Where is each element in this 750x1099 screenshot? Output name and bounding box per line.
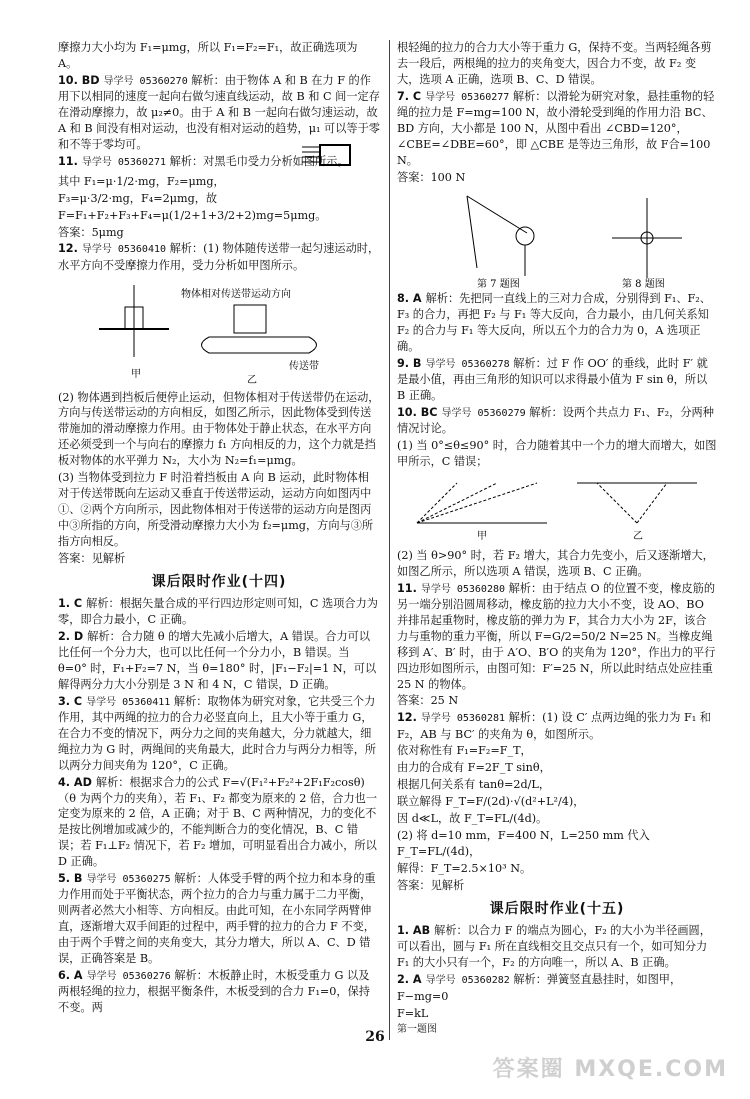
equation-line: F=F₁+F₂+F₃+F₄=μ(1/2+1+3/2+2)mg=5μmg。: [58, 208, 327, 222]
answer-number: 11.: [397, 581, 417, 595]
answer-number: 9. B: [397, 357, 422, 371]
answer-text: 解析：以合力 F 的端点为圆心，F₂ 的大小为半径画圆，可以看出，圆与 F₁ 所在直线相交且交点只有一个，如可知分力 F₁ 的大小只有一个，F₂ 的方向唯一，所以 A、B 正确。: [397, 924, 711, 970]
answer-text: 解析：根据求合力的公式 F=√(F₁²+F₂²+2F₁F₂cosθ)（θ 为两个力的夹角），若 F₁、F₂ 都变为原来的 2 倍，合力也一定变为原来的 2 倍，A 正确；对于 B、C 两种情况，力的变化不是按比例增加或减少的，不能判断合力的变化情况，B、C 错误；若 F₁⊥F₂ 情况下，若 F₂ 增加，可明显看出合力减小，所以 D 正确。: [58, 775, 378, 869]
guide-code: 导学号 05360282: [425, 975, 510, 987]
answer-text: 解析：(1) 设 C′ 点两边绳的张力为 F₁ 和 F₂，AB 与 BC′ 的夹角为 θ，如图所示。: [397, 711, 711, 741]
caption-8: 第 8 题图: [622, 279, 665, 289]
answer-11: [58, 154, 380, 170]
answer-number: 2. A: [397, 973, 422, 987]
answer-8: [397, 291, 717, 355]
column-divider: [389, 40, 390, 1040]
answer-number: 1. C: [58, 597, 83, 611]
answer-number: 12.: [58, 242, 78, 256]
label-yi: 乙: [633, 530, 643, 542]
answer-4: [58, 775, 380, 870]
equation-line: 其中 F₁=μ·1/2·mg，F₂=μmg，: [58, 174, 225, 188]
answer-line: 答案：见解析: [58, 551, 126, 565]
guide-code: 导学号 05360277: [425, 91, 510, 103]
answer-number: 10. BD: [58, 73, 100, 87]
answer-text: 解析：先把同一直线上的三对力合成，分别得到 F₁、F₂、F₃ 的合力，再把 F₂ 与 F₁ 等大反向，合力最小，由几何关系知 F₂ 的合力与 F₁ 等大反向，所以五个力的合力为 0，A 选项正确。: [397, 292, 711, 354]
paragraph: 摩擦力大小均为 F₁=μmg，所以 F₁=F₂=F₁，故正确选项为 A。: [58, 41, 358, 70]
guide-code: 导学号 05360276: [86, 970, 171, 982]
answer-1: [397, 923, 717, 971]
answer-text: 解析：对黑毛巾受力分析如图所示。: [169, 154, 349, 168]
guide-code: 导学号 05360275: [86, 874, 171, 886]
answer-6: [58, 968, 380, 1016]
equation-line: (2) 将 d=10 mm，F=400 N，L=250 mm 代入 F_T=FL/(4d)，: [397, 828, 650, 858]
equation-line: F=kL: [397, 1007, 429, 1021]
answer-number: 6. A: [58, 968, 83, 982]
answer-number: 5. B: [58, 872, 83, 886]
equation-line: 根据几何关系有 tanθ=2d/L，: [397, 778, 551, 792]
section-title-15: 课后限时作业(十五): [489, 900, 625, 917]
answer-text: 解析：设两个共点力 F₁、F₂，分两种情况讨论。: [397, 406, 714, 436]
answer-number: 12.: [397, 711, 417, 725]
answer-text: 解析：由于结点 O 的位置不变，橡皮筋的另一端分别沿圆周移动，橡皮筋的拉力大小不变，设 AO、BO 并排吊起重物时，橡皮筋的弹力为 F，其合力大小为 2F，该合力与重物的重力平衡，所以 F=G/2=50/2 N=25 N。当橡皮绳移到 A′、B′ 时，由于 A′O、B′O 的夹角为 120°，作出力的平行四边形如图所示，由图可知：F′=25 N，所以此时结点处应挂重 25 N 的物体。: [397, 581, 716, 691]
answer-7: [397, 89, 717, 169]
equation-line: 依对称性有 F₁=F₂=F_T，: [397, 744, 532, 758]
guide-code: 导学号 05360411: [86, 696, 171, 708]
caption-fig1: 第一题图: [397, 1024, 437, 1036]
guide-code: 导学号 05360280: [420, 583, 506, 595]
answer-line: 答案：5μmg: [58, 225, 124, 239]
right-column: [397, 40, 717, 1038]
label-jia: 甲: [131, 368, 141, 380]
answer-text: 解析：取物体为研究对象，它共受三个力作用，其中两绳的拉力的合力必竖直向上，且大小等于重力 G，在合力不变的情况下，两分力之间的夹角越大，分力就越大，细绳拉力为 G 时，两绳间的夹角最大，此时合力与两分力相等，所以两分力间夹角为 120°，C 正确。: [58, 694, 377, 772]
equation-line: F−mg=0: [397, 990, 449, 1004]
caption-7: 第 7 题图: [477, 279, 520, 289]
equation-line: F₃=μ·3/2·mg，F₄=2μmg，故: [58, 191, 218, 205]
guide-code: 导学号 05360278: [425, 359, 510, 371]
guide-code: 导学号 05360279: [441, 408, 526, 420]
guide-code: 导学号 05360281: [420, 713, 506, 725]
answer-text: 解析：弹簧竖直悬挂时，如图甲，: [513, 973, 682, 987]
answer-number: 8. A: [397, 292, 422, 306]
answer-text: 解析：由于物体 A 和 B 在力 F 的作用下以相同的速度一起向右做匀速直线运动，故 B 和 C 间一定存在滑动摩擦力，故 μ₂≠0。由于 A 和 B 一起向右做匀速运动，故 A 和 B 间没有相对运动，也没有相对运动的趋势，μ₁ 可以等于零和不等于零均可。: [58, 73, 380, 151]
answer-5: [58, 871, 380, 967]
paragraph: (2) 当 θ>90° 时，若 F₂ 增大，其合力先变小，后又逐渐增大，如图乙所示，所以选项 A 错误，选项 B、C 正确。: [397, 548, 714, 578]
section-title-14: 课后限时作业(十四): [151, 573, 287, 590]
guide-code: 导学号 05360410: [81, 244, 167, 256]
answer-1: [58, 596, 380, 628]
answer-text: 解析：根据矢量合成的平行四边形定则可知，C 选项合力为零，即合力最小，C 正确。: [58, 597, 378, 627]
guide-code: 导学号 05360271: [81, 156, 167, 168]
label-relative-motion: 物体相对传送带运动方向: [181, 288, 291, 300]
answer-line: 答案：100 N: [397, 170, 466, 184]
answer-number: 4. AD: [58, 775, 92, 789]
page-number: 26: [365, 1029, 385, 1045]
answer-text: 解析：以滑轮为研究对象，悬挂重物的轻绳的拉力是 F=mg=100 N，故小滑轮受到绳的作用力沿 BC、BD 方向，大小都是 100 N，从图中看出 ∠CBD=120°，∠CBE=∠DBE=60°，即 △CBE 是等边三角形，故 F合=100 N。: [397, 89, 715, 167]
label-belt: 传送带: [289, 360, 319, 372]
answer-2: [58, 629, 380, 693]
answer-2: [397, 972, 717, 988]
paragraph: (2) 物体遇到挡板后便停止运动，但物体相对于传送带仍在运动，方向与传送带运动的方向相反，如图乙所示，因此物体受到传送带施加的滑动摩擦力作用。由于物体处于静止状态，在水平方向还必须受到一个与向右的摩擦力 f₁ 方向相反的力，这个力就是挡板对物体的水平弹力 N₂，大小为 N₂=f₁=μmg。: [58, 390, 380, 468]
answer-number: 11.: [58, 154, 78, 168]
answer-12: [397, 710, 717, 742]
answer-text: 解析：木板静止时，木板受重力 G 以及两根轻绳的拉力，根据平衡条件，木板受到的合力 F₁=0，保持不变。两: [58, 968, 370, 1014]
equation-line: 由力的合成有 F=2F_T sinθ，: [397, 761, 551, 775]
answer-3: [58, 694, 380, 774]
answer-line: 答案：见解析: [397, 878, 465, 892]
answer-text: 解析：过 F 作 OO′ 的垂线，此时 F′ 就是最小值，再由三角形的知识可以求得最小值为 F sin θ，所以 B 正确。: [397, 357, 708, 403]
paragraph: 根轻绳的拉力的合力大小等于重力 G，保持不变。当两轻绳各剪去一段后，两根绳的拉力的夹角变大，因合力不变，故 F₂ 变大，选项 A 正确，选项 B、C、D 错误。: [397, 41, 712, 86]
equation-line: 因 d≪L，故 F_T=FL/(4d)。: [397, 812, 548, 826]
answer-10: [397, 405, 717, 437]
left-column: [58, 40, 380, 1017]
answer-12: [58, 241, 380, 273]
answer-number: 2. D: [58, 630, 84, 644]
label-jia: 甲: [477, 530, 487, 542]
conveyor-figure-jia-yi: [69, 277, 369, 387]
answer-text: 解析：(1) 物体随传送带一起匀速运动时，水平方向不受摩擦力作用，受力分析如甲图所示。: [58, 242, 380, 272]
answer-number: 3. C: [58, 694, 83, 708]
answer-number: 7. C: [397, 89, 422, 103]
paragraph: (3) 当物体受到拉力 F 时沿着挡板由 A 向 B 运动，此时物体相对于传送带既向左运动又垂直于传送带运动，运动方向如图丙中①、②两个方向所示，因此物体相对于传送带的运动方向是图丙中③所指的方向，所受滑动摩擦力大小为 f₂=μmg，方向与③所指方向相反。: [58, 471, 374, 548]
equation-line: 解得：F_T=2.5×10³ N。: [397, 861, 532, 875]
figures-7-8: [407, 188, 707, 288]
answer-11: [397, 581, 717, 693]
equation-line: 联立解得 F_T=F/(2d)·√(d²+L²/4)，: [397, 795, 585, 809]
watermark: 答案圈 MXQE.COM: [492, 1056, 728, 1082]
figure-jia-yi-parallelograms: [407, 473, 707, 545]
answer-number: 10. BC: [397, 406, 438, 420]
answer-9: [397, 356, 717, 404]
answer-text: 解析：人体受手臂的两个拉力和本身的重力作用而处于平衡状态，两个拉力的合力与重力属于二力平衡，则两者必然大小相等、方向相反。由此可知，在小东同学两臂伸直，逐渐增大双手间距的过程中，两手臂的拉力的合力 F 不变，由于两个手臂之间的夹角变大，其分力增大，所以 A、C、D 错误，正确答案是 B。: [58, 872, 376, 965]
paragraph: (1) 当 0°≤θ≤90° 时，合力随着其中一个力的增大而增大，如图甲所示，C 错误；: [397, 439, 717, 469]
answer-number: 1. AB: [397, 924, 431, 938]
answer-text: 解析：合力随 θ 的增大先减小后增大，A 错误。合力可以比任何一个分力大，也可以比任何一个分力小，B 错误。当 θ=0° 时，F₁+F₂=7 N，当 θ=180° 时，|F₁−F₂|=1 N，可以解得两分力大小分别是 3 N 和 4 N，C 错误，D 正确。: [58, 630, 377, 691]
answer-line: 答案：25 N: [397, 694, 459, 708]
guide-code: 导学号 05360270: [103, 75, 188, 87]
label-yi: 乙: [247, 374, 257, 386]
